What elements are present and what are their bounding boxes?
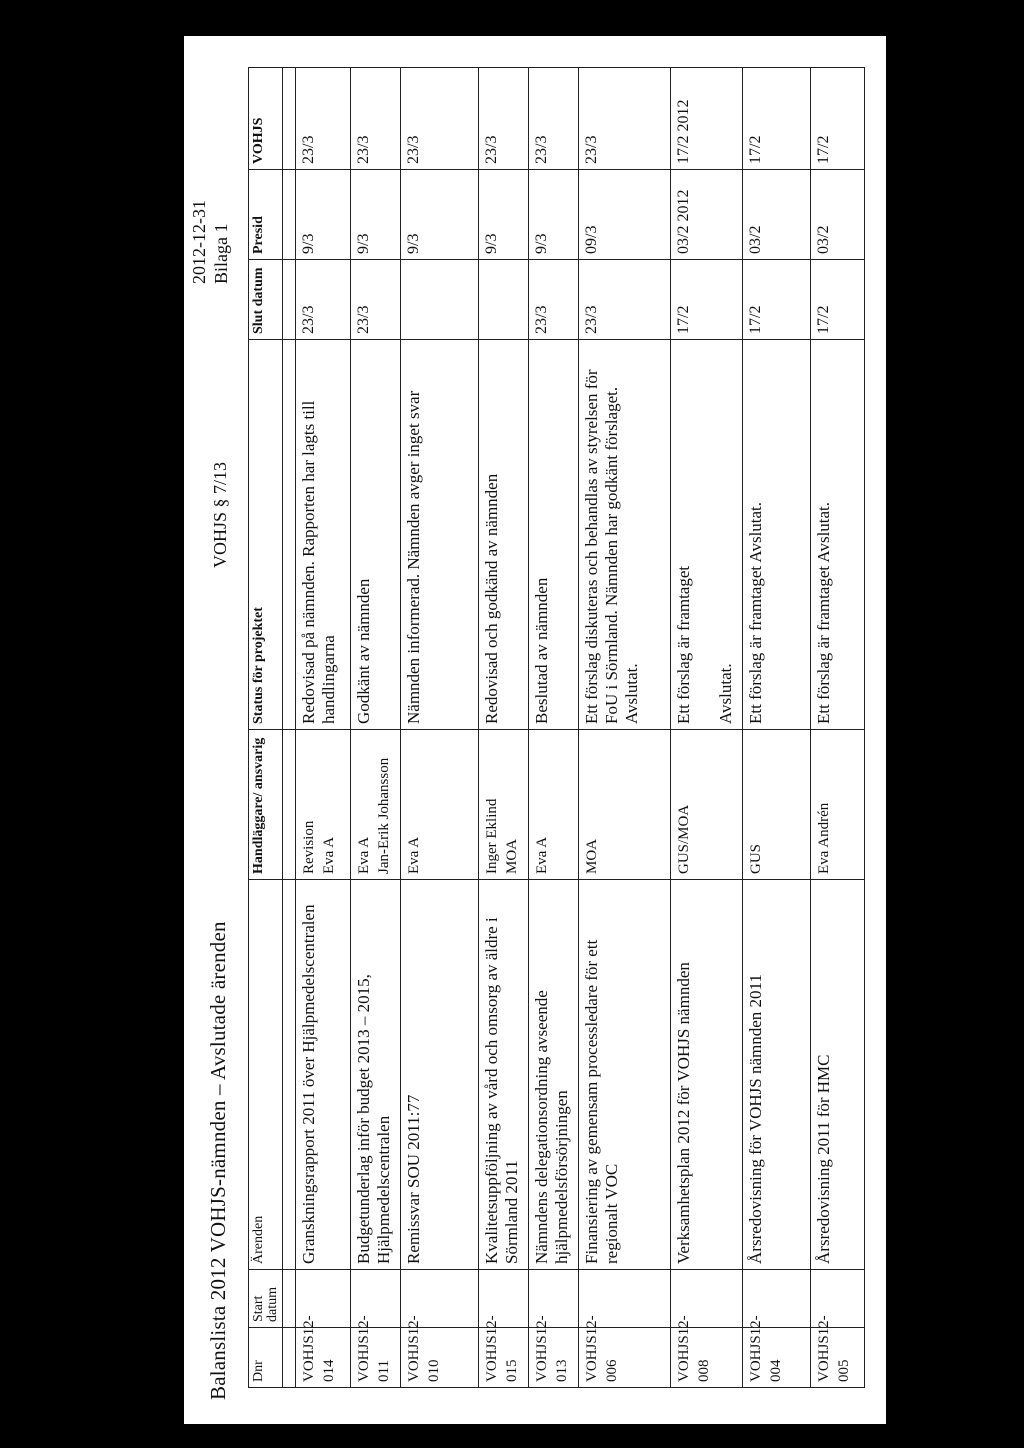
presid-cell: 9/3 [479,170,529,260]
handlaggare-cell [296,730,351,880]
table-row [401,68,479,1388]
col-vohjs: VOHJS [249,68,283,170]
end-date-cell: 17/2 [811,260,865,340]
vohjs-cell: 23/3 [296,68,351,170]
table-row [743,68,811,1388]
handlaggare-line: Eva A [356,836,372,874]
table-row [529,68,579,1388]
vohjs-cell: 23/3 [529,68,579,170]
presid-cell: 03/2 2012 [671,170,743,260]
col-dnr: Dnr [249,1328,283,1388]
presid-cell: 9/3 [529,170,579,260]
col-status: Status för projektet [249,340,283,730]
handlaggare-line: Revision [301,820,317,874]
end-date-cell: 23/3 [579,260,671,340]
dnr-cell: VOHJS12-005 [811,1328,865,1388]
status-line: Avslutat. [716,663,735,724]
table-row [296,68,351,1388]
presid-cell: 09/3 [579,170,671,260]
presid-cell: 03/2 [743,170,811,260]
status-cell: Redovisad på nämnden. Rapporten har lagts till handlingarna [296,340,351,730]
end-date-cell: 17/2 [743,260,811,340]
dnr-cell: VOHJS12-006 [579,1328,671,1388]
status-cell: Beslutad av nämnden [529,340,579,730]
handlaggare-line: GUS [748,843,764,874]
col-handlaggare: Handläggare/ ansvarig [249,730,283,880]
end-date-cell: 23/3 [529,260,579,340]
handlaggare-line: Eva A [321,836,337,874]
dnr-cell: VOHJS12-014 [296,1328,351,1388]
arenden-cell: Kvalitetsuppföljning av vård och omsorg av äldre i Sörmland 2011 [479,880,529,1270]
handlaggare-line: Inger Eklind [484,798,500,874]
table-header-row [249,68,283,1388]
handlaggare-line: MOA [504,838,520,874]
handlaggare-line: GUS/MOA [676,804,692,874]
arenden-cell: Granskningsrapport 2011 över Hjälpmedelscentralen [296,880,351,1270]
document-date: 2012-12-31 [189,200,209,284]
arenden-cell: Nämndens delegationsordning avseende hjälpmedelsförsörjningen [529,880,579,1270]
vohjs-cell: 17/2 2012 [671,68,743,170]
col-presid: Presid [249,170,283,260]
table-row [671,68,743,1388]
presid-cell: 9/3 [401,170,479,260]
vohjs-cell: 23/3 [351,68,401,170]
col-end-date: Slut datum [249,260,283,340]
rotated-landscape-content [184,36,886,1424]
vohjs-cell: 23/3 [479,68,529,170]
handlaggare-cell [811,730,865,880]
arenden-cell: Finansiering av gemensam processledare för ett regionalt VOC [579,880,671,1270]
scanned-page [184,36,886,1424]
dnr-cell: VOHJS12-011 [351,1328,401,1388]
arenden-cell: Budgetunderlag inför budget 2013 – 2015, Hjälpmedelscentralen [351,880,401,1270]
end-date-cell: 23/3 [351,260,401,340]
table-row [351,68,401,1388]
arenden-cell: Årsredovisning 2011 för HMC [811,880,865,1270]
status-cell: Godkänt av nämnden [351,340,401,730]
dnr-cell: VOHJS12-008 [671,1328,743,1388]
status-cell: Ett förslag är framtaget Avslutat. [811,340,865,730]
handlaggare-cell [401,730,479,880]
handlaggare-line: Jan-Erik Johansson [376,757,392,874]
handlaggare-line: Eva A [406,836,422,874]
presid-cell: 03/2 [811,170,865,260]
handlaggare-line: Eva A [534,836,550,874]
handlaggare-cell [351,730,401,880]
arenden-cell: Remissvar SOU 2011:77 [401,880,479,1270]
vohjs-cell: 17/2 [743,68,811,170]
status-cell: Ett förslag diskuteras och behandlas av styrelsen för FoU i Sörmland. Nämnden har godkänt förslaget. Avslutat. [579,340,671,730]
presid-cell: 9/3 [296,170,351,260]
status-line: Ett förslag är framtaget [674,565,693,724]
dnr-cell: VOHJS12-013 [529,1328,579,1388]
vohjs-cell: 17/2 [811,68,865,170]
header-right [188,200,232,284]
handlaggare-cell [671,730,743,880]
vohjs-cell: 23/3 [401,68,479,170]
arenden-cell: Verksamhetsplan 2012 för VOHJS nämnden [671,880,743,1270]
handlaggare-cell [743,730,811,880]
attachment-label: Bilaga 1 [211,223,231,284]
col-arenden: Ärenden [249,880,283,1270]
col-start-date: Start datum [249,1270,283,1328]
handlaggare-line: Eva Andrén [816,802,832,874]
end-date-cell: 23/3 [296,260,351,340]
arenden-cell: Årsredovisning för VOHJS nämnden 2011 [743,880,811,1270]
status-cell [671,340,743,730]
page-title: Balanslista 2012 VOHJS-nämnden – Avslutade ärenden [206,921,230,1400]
end-date-cell [479,260,529,340]
dnr-cell: VOHJS12-004 [743,1328,811,1388]
status-cell: Redovisad och godkänd av nämnden [479,340,529,730]
vohjs-cell: 23/3 [579,68,671,170]
end-date-cell: 17/2 [671,260,743,340]
table-row [479,68,529,1388]
handlaggare-cell [579,730,671,880]
presid-cell: 9/3 [351,170,401,260]
status-cell: Nämnden informerad. Nämnden avger inget svar [401,340,479,730]
end-date-cell [401,260,479,340]
table-row [811,68,865,1388]
handlaggare-cell [479,730,529,880]
header-spacer-row [283,68,296,1388]
reference-number: VOHJS § 7/13 [210,461,230,568]
dnr-cell: VOHJS12-015 [479,1328,529,1388]
dnr-cell: VOHJS12-010 [401,1328,479,1388]
status-cell: Ett förslag är framtaget Avslutat. [743,340,811,730]
handlaggare-line: MOA [584,838,600,874]
table-row [579,68,671,1388]
balance-table [248,67,865,1388]
handlaggare-cell [529,730,579,880]
